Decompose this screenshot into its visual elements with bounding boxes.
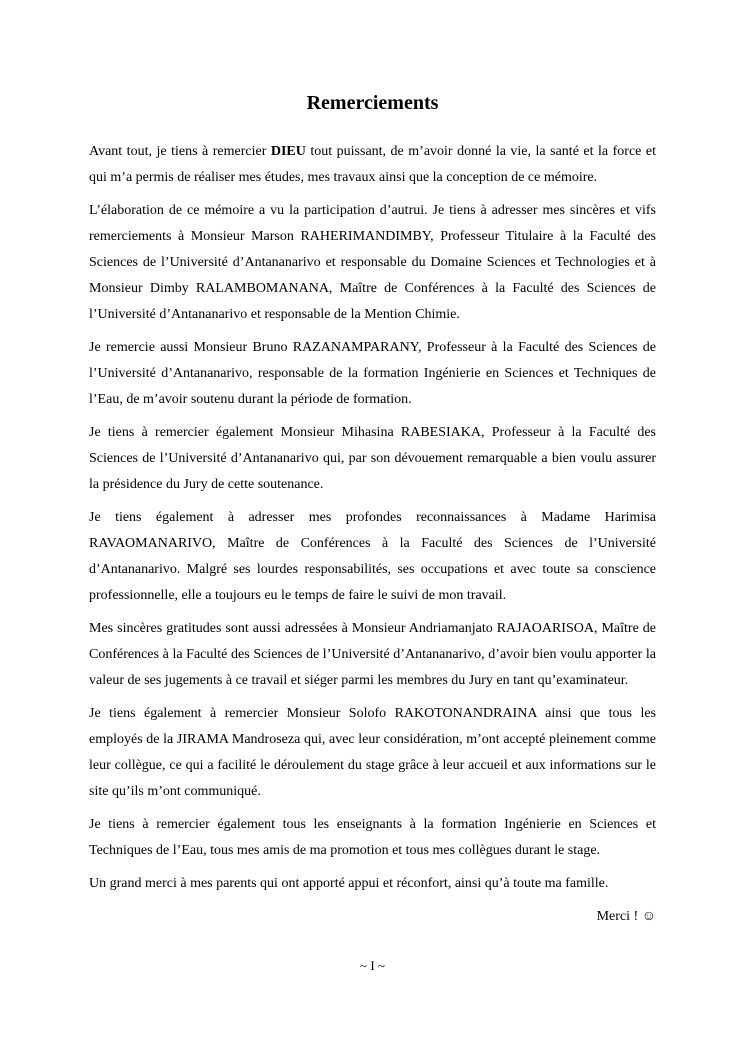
document-body — [89, 139, 656, 930]
closing-line: Merci ! ☺ — [596, 909, 656, 924]
paragraph-8: Je tiens à remercier également tous les enseignants à la formation Ingénierie en Sciences et Techniques de l’Eau, tous mes amis de ma promotion et tous mes collègues durant le stage. — [89, 817, 656, 858]
paragraph-9: Un grand merci à mes parents qui ont apporté appui et réconfort, ainsi qu’à toute ma famille. — [89, 876, 609, 891]
paragraph-5: Je tiens également à adresser mes profondes reconnaissances à Madame Harimisa RAVAOMANARIVO, Maître de Conférences à la Faculté des Sciences de l’Université d’Antananarivo. Malgré ses lourdes responsabilités, ses occupations et avec toute sa conscience professionnelle, elle a toujours eu le temps de faire le suivi de mon travail. — [89, 510, 656, 603]
paragraph-4: Je tiens à remercier également Monsieur Mihasina RABESIAKA, Professeur à la Faculté des Sciences de l’Université d’Antananarivo qui, par son dévouement remarquable a bien voulu assurer la présidence du Jury de cette soutenance. — [89, 425, 656, 492]
paragraph-2: L’élaboration de ce mémoire a vu la participation d’autrui. Je tiens à adresser mes sincères et vifs remerciements à Monsieur Marson RAHERIMANDIMBY, Professeur Titulaire à la Faculté des Sciences de l’Université d’Antananarivo et responsable du Domaine Sciences et Technologies et à Monsieur Dimby RALAMBOMANANA, Maître de Conférences à la Faculté des Sciences de l’Université d’Antananarivo et responsable de la Mention Chimie. — [89, 203, 656, 322]
paragraph-7: Je tiens également à remercier Monsieur Solofo RAKOTONANDRAINA ainsi que tous les employés de la JIRAMA Mandroseza qui, avec leur considération, m’ont accepté pleinement comme leur collègue, ce qui a facilité le déroulement du stage grâce à leur accueil et aux informations sur le site qu’ils m’ont communiqué. — [89, 706, 656, 799]
paragraph-3: Je remercie aussi Monsieur Bruno RAZANAMPARANY, Professeur à la Faculté des Sciences de l’Université d’Antananarivo, responsable de la formation Ingénierie en Sciences et Techniques de l’Eau, de m’avoir soutenu durant la période de formation. — [89, 340, 656, 407]
page-number: ~ I ~ — [360, 958, 385, 973]
paragraph-1-before: Avant tout, je tiens à remercier — [89, 144, 271, 159]
paragraph-6: Mes sincères gratitudes sont aussi adressées à Monsieur Andriamanjato RAJAOARISOA, Maître de Conférences à la Faculté des Sciences de l’Université d’Antananarivo, d’avoir bien voulu apporter la valeur de ses jugements à ce travail et siéger parmi les membres du Jury en tant qu’examinateur. — [89, 621, 656, 688]
paragraph-1 — [89, 139, 656, 191]
paragraph-1-after: tout puissant, de m’avoir donné la vie, la santé et la force et qui m’a permis de réaliser mes études, mes travaux ainsi que la conception de ce mémoire. — [89, 144, 656, 185]
page-title: Remerciements — [306, 92, 439, 114]
paragraph-1-bold: DIEU — [270, 144, 306, 159]
